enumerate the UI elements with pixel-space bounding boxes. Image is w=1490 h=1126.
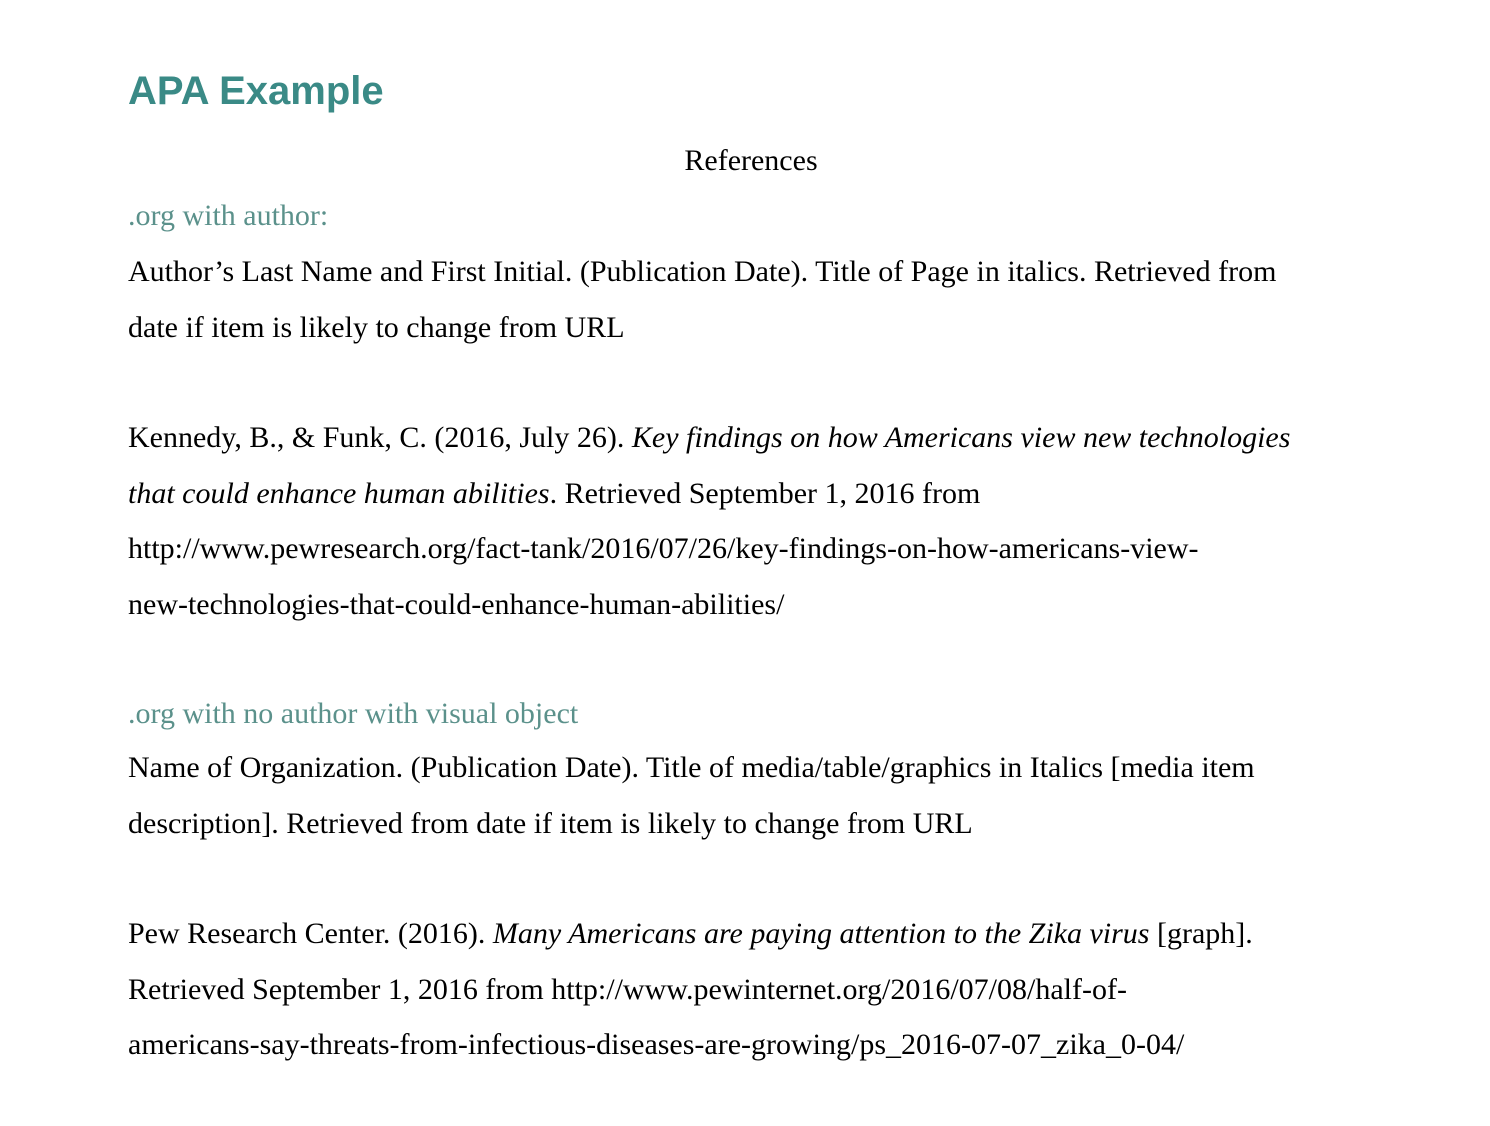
example-title: that could enhance human abilities [128, 476, 550, 510]
example-line [128, 466, 1469, 522]
page-title: APA Example [128, 69, 384, 113]
example-url: americans-say-threats-from-infectious-diseases-are-growing/ps_2016-07-07_zika_0-04/ [128, 1028, 1185, 1061]
example-title: Key findings on how Americans view new technologies [631, 421, 1291, 454]
reference-example-pew [128, 906, 1469, 1073]
section-label-org-no-author-visual: .org with no author with visual object [128, 697, 579, 730]
example-url: http://www.pewresearch.org/fact-tank/2016/07/26/key-findings-on-how-americans-view- [128, 532, 1199, 565]
example-line: Retrieved September 1, 2016 from http://www.pewinternet.org/2016/07/08/half-of- [128, 972, 1127, 1006]
example-retrieved: . Retrieved September 1, 2016 from [549, 476, 981, 510]
reference-example-kennedy [128, 410, 1469, 632]
example-media-type: [graph]. [1149, 917, 1253, 950]
example-authors: Kennedy, B., & Funk, C. (2016, July 26). [128, 421, 632, 454]
template-line: description]. Retrieved from date if item is likely to change from URL [128, 806, 973, 840]
example-title: Many Americans are paying attention to the Zika virus [492, 917, 1150, 950]
reference-template-org-with-author [128, 244, 1469, 355]
template-line: Author’s Last Name and First Initial. (Publication Date). Title of Page in italics. Retrieved from [128, 255, 1277, 288]
example-authors: Pew Research Center. (2016). [128, 917, 493, 950]
template-line: Name of Organization. (Publication Date). Title of media/table/graphics in Italics [media item [128, 751, 1255, 784]
example-url: new-technologies-that-could-enhance-human-abilities/ [128, 587, 785, 621]
references-heading: References [684, 144, 818, 177]
template-line: date if item is likely to change from URL [128, 310, 625, 344]
example-line [128, 906, 1469, 962]
example-line [128, 410, 1469, 466]
reference-template-org-no-author [128, 740, 1469, 851]
section-label-org-with-author: .org with author: [128, 199, 329, 232]
